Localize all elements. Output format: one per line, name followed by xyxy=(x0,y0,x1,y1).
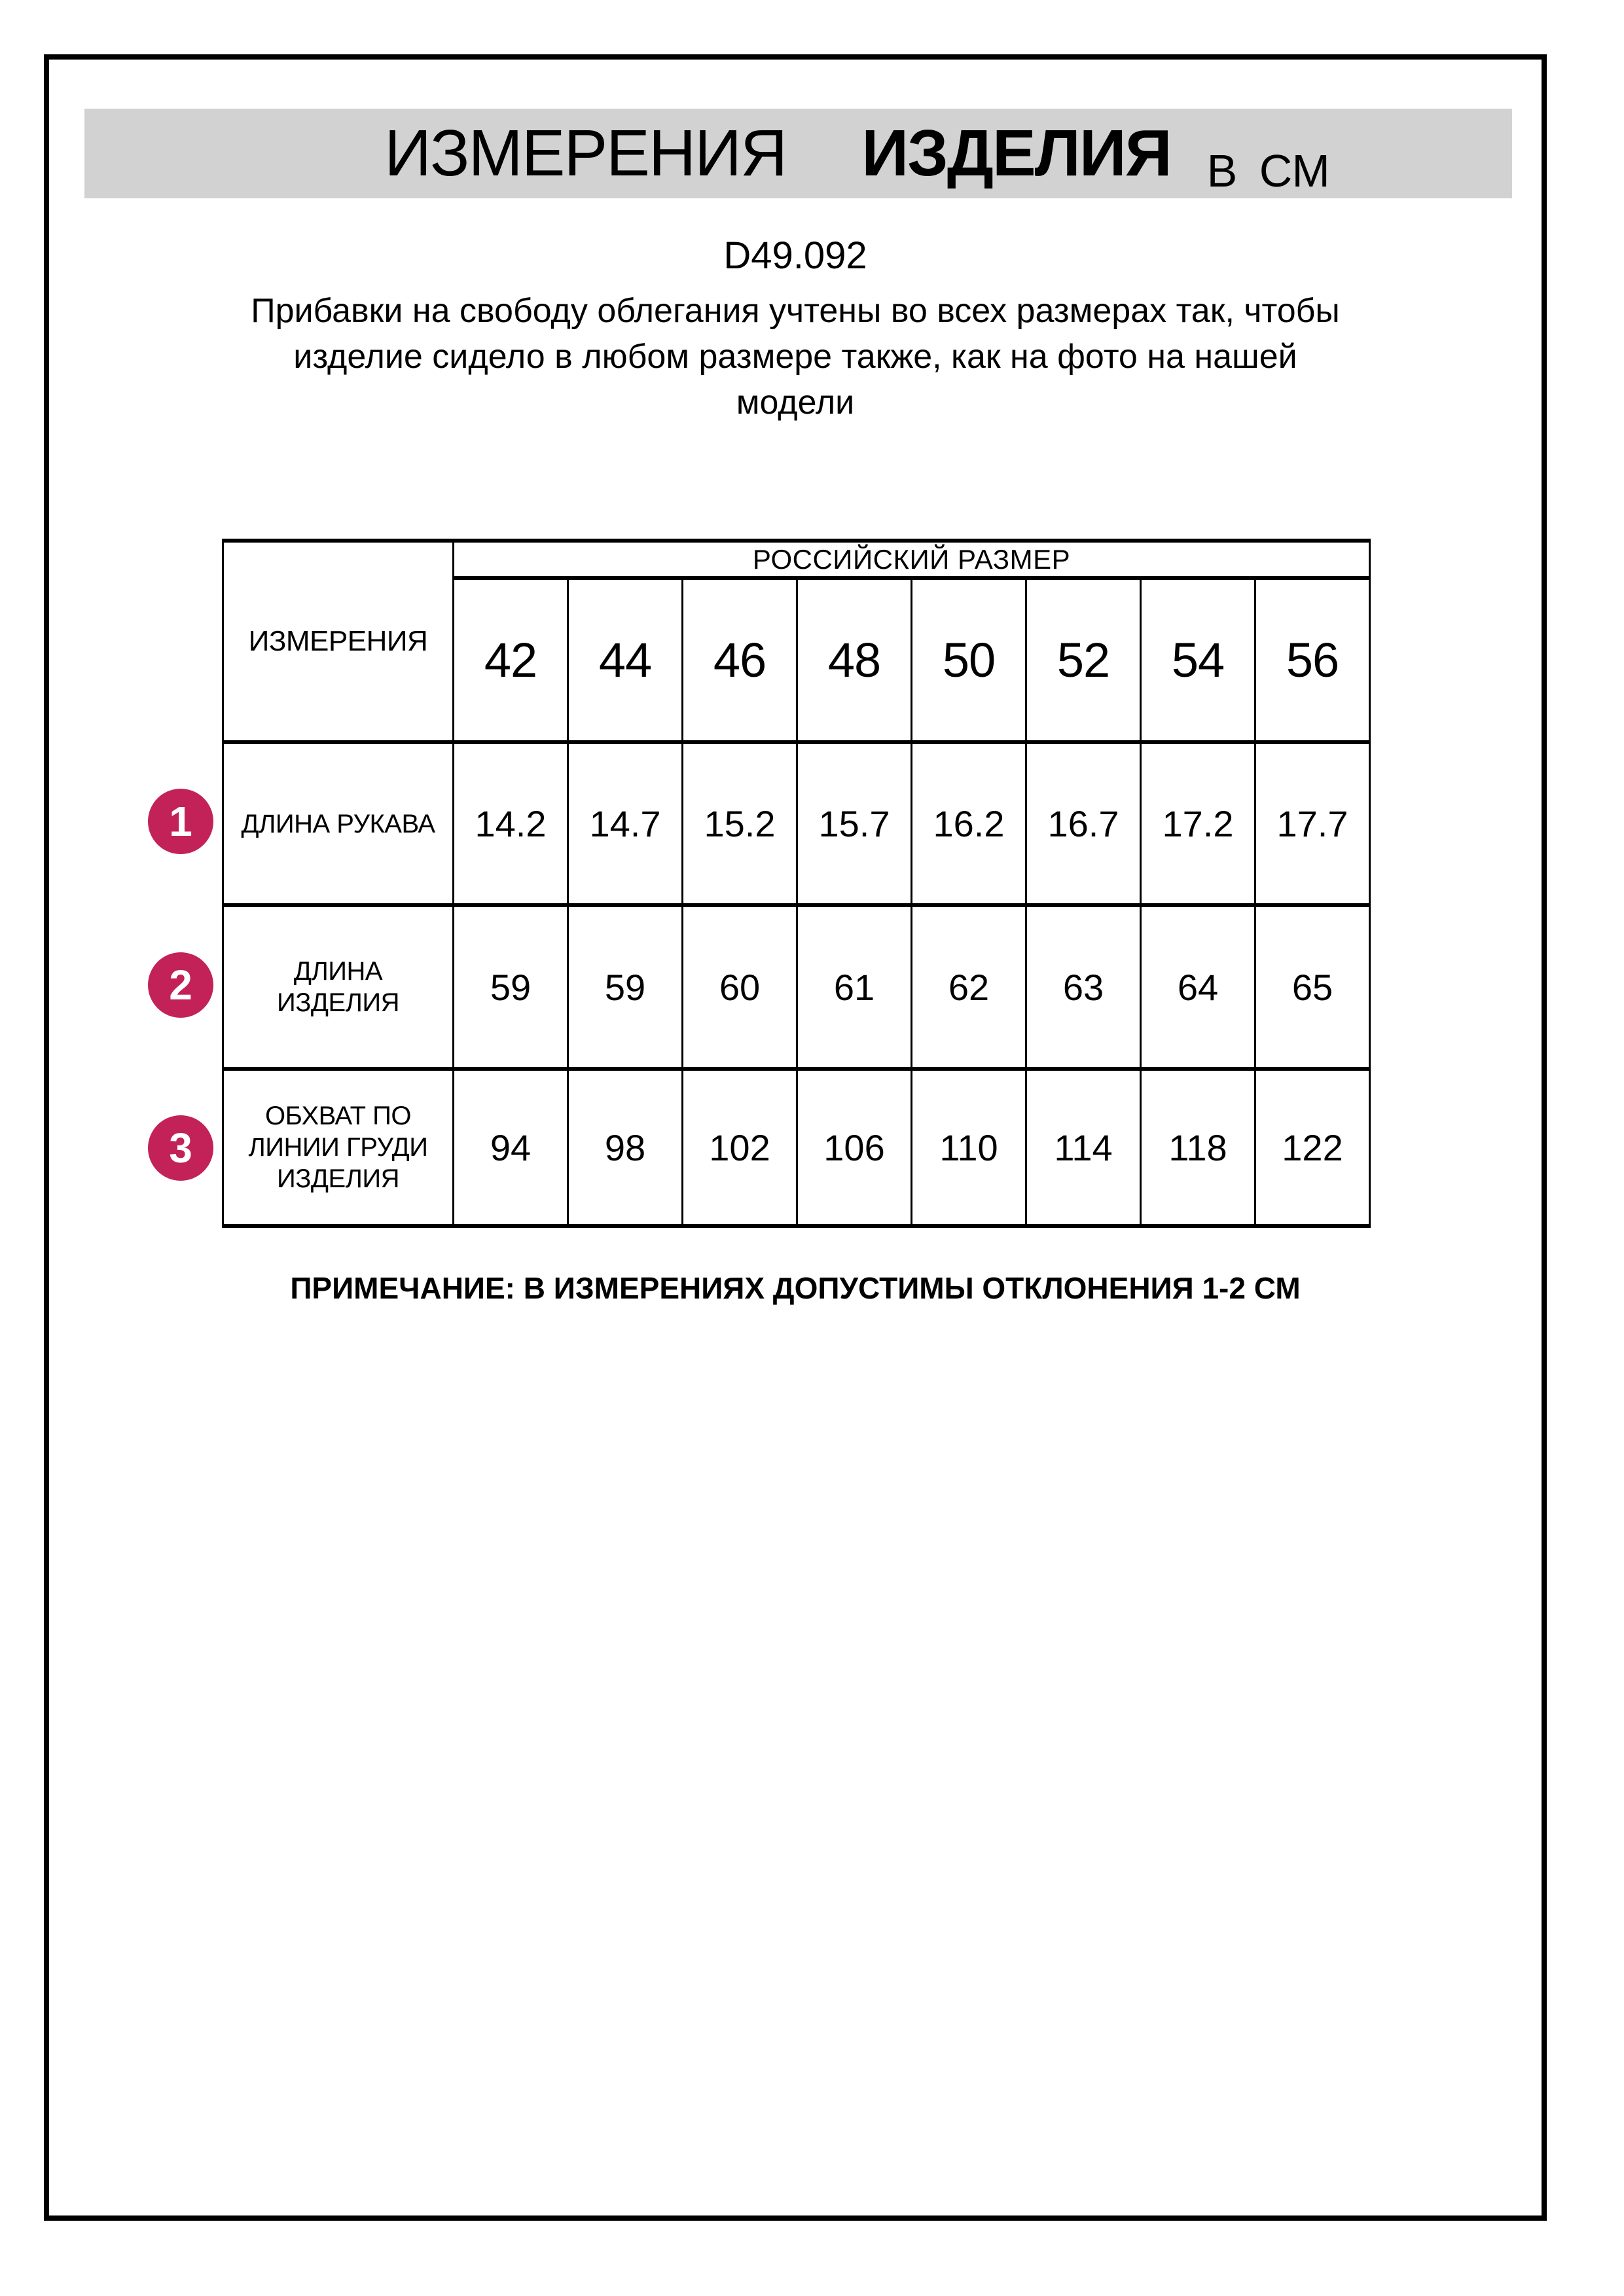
value-cell: 15.7 xyxy=(797,742,912,905)
row-marker-3-number: 3 xyxy=(169,1124,192,1172)
value-cell: 16.2 xyxy=(912,742,1026,905)
page-border-frame xyxy=(44,54,1547,2221)
value-cell: 15.2 xyxy=(683,742,797,905)
size-cell: 46 xyxy=(683,578,797,742)
table-row-item-length xyxy=(223,905,1370,1069)
row-label-line: ИЗДЕЛИЯ xyxy=(276,1164,400,1193)
product-code: D49.092 xyxy=(723,234,867,277)
value-cell: 110 xyxy=(912,1069,1026,1226)
value-cell: 114 xyxy=(1026,1069,1141,1226)
row-label-line: ДЛИНА РУКАВА xyxy=(241,809,435,838)
title-bar xyxy=(84,109,1512,198)
description-paragraph xyxy=(49,288,1542,425)
value-cell: 63 xyxy=(1026,905,1141,1069)
table-row-chest-girth xyxy=(223,1069,1370,1226)
row-marker-3 xyxy=(148,1115,213,1181)
value-cell: 14.2 xyxy=(454,742,568,905)
value-cell: 94 xyxy=(454,1069,568,1226)
value-cell: 16.7 xyxy=(1026,742,1141,905)
value-cell: 17.2 xyxy=(1141,742,1255,905)
size-cell: 56 xyxy=(1255,578,1370,742)
size-cell: 54 xyxy=(1141,578,1255,742)
row-label-line: ЛИНИИ ГРУДИ xyxy=(248,1133,428,1162)
size-cell: 50 xyxy=(912,578,1026,742)
value-cell: 14.7 xyxy=(568,742,683,905)
value-cell: 118 xyxy=(1141,1069,1255,1226)
title-measurements: ИЗМЕРЕНИЯ xyxy=(384,117,787,190)
description-line: модели xyxy=(736,384,855,422)
value-cell: 106 xyxy=(797,1069,912,1226)
size-cell: 52 xyxy=(1026,578,1141,742)
value-cell: 98 xyxy=(568,1069,683,1226)
value-cell: 60 xyxy=(683,905,797,1069)
value-cell: 59 xyxy=(568,905,683,1069)
size-cell: 42 xyxy=(454,578,568,742)
value-cell: 17.7 xyxy=(1255,742,1370,905)
value-cell: 62 xyxy=(912,905,1026,1069)
tolerance-note: ПРИМЕЧАНИЕ: В ИЗМЕРЕНИЯХ ДОПУСТИМЫ ОТКЛОНЕНИЯ 1-2 СМ xyxy=(290,1271,1301,1305)
description-line: изделие сидело в любом размере также, как на фото на нашей xyxy=(293,338,1297,376)
table-header-row xyxy=(223,541,1370,578)
value-cell: 61 xyxy=(797,905,912,1069)
row-marker-2-number: 2 xyxy=(169,961,192,1009)
table-row-sleeve-length xyxy=(223,742,1370,905)
value-cell: 65 xyxy=(1255,905,1370,1069)
measurements-table xyxy=(222,539,1371,1228)
title-product: ИЗДЕЛИЯ xyxy=(861,117,1171,190)
row-label xyxy=(223,742,454,905)
value-cell: 59 xyxy=(454,905,568,1069)
title-unit-cm: В СМ xyxy=(1206,145,1330,196)
row-label-line: ИЗДЕЛИЯ xyxy=(276,988,400,1017)
size-cell: 44 xyxy=(568,578,683,742)
row-marker-2 xyxy=(148,952,213,1018)
row-marker-1-number: 1 xyxy=(169,798,192,845)
row-label xyxy=(223,1069,454,1226)
row-label xyxy=(223,905,454,1069)
corner-header-cell: ИЗМЕРЕНИЯ xyxy=(223,541,454,742)
value-cell: 64 xyxy=(1141,905,1255,1069)
size-group-header-cell: РОССИЙСКИЙ РАЗМЕР xyxy=(454,541,1370,578)
description-line: Прибавки на свободу облегания учтены во всех размерах так, чтобы xyxy=(251,292,1340,330)
row-label-line: ДЛИНА xyxy=(293,957,383,986)
value-cell: 122 xyxy=(1255,1069,1370,1226)
row-label-line: ОБХВАТ ПО xyxy=(265,1102,411,1130)
value-cell: 102 xyxy=(683,1069,797,1226)
row-marker-1 xyxy=(148,789,213,854)
size-cell: 48 xyxy=(797,578,912,742)
